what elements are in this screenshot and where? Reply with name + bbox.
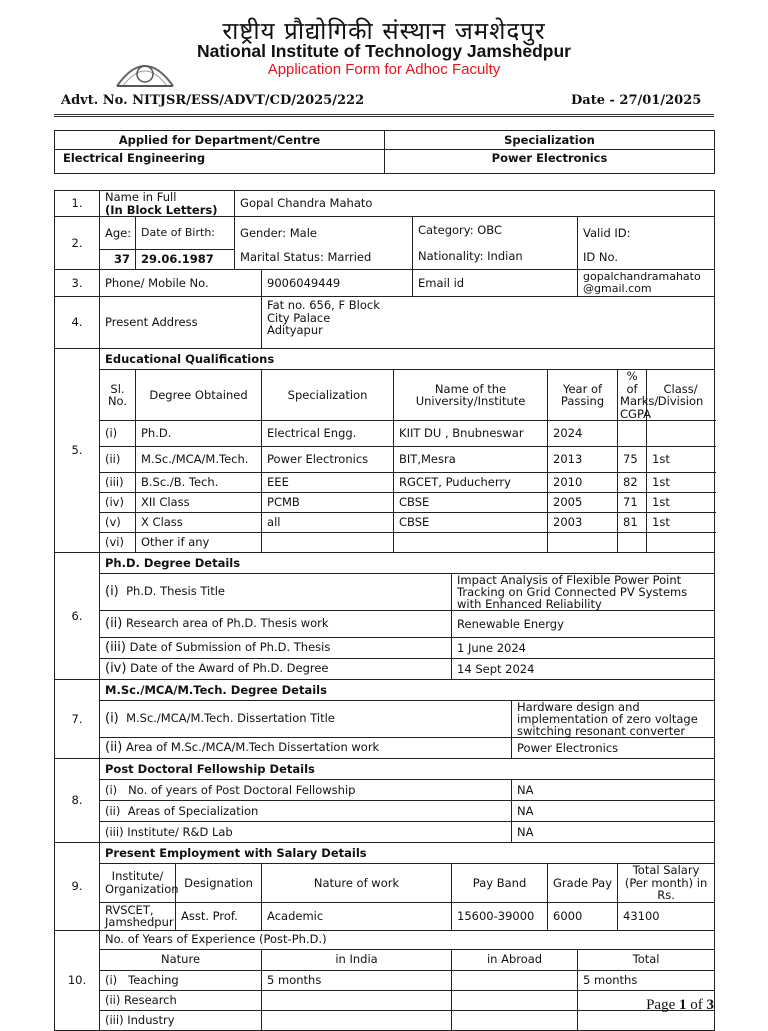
edu-year bbox=[548, 533, 618, 553]
edu-spec: all bbox=[262, 513, 394, 533]
edu-univ: RGCET, Puducherry bbox=[394, 473, 548, 493]
mtech-dissertation-title-value: Hardware design and implementation of zero voltage switching resonant converter bbox=[512, 701, 715, 738]
edu-marks bbox=[618, 421, 647, 447]
mtech-dissertation-title-label: (i) M.Sc./MCA/M.Tech. Dissertation Title bbox=[100, 701, 512, 738]
department-table bbox=[54, 130, 715, 174]
edu-degree: XII Class bbox=[136, 493, 262, 513]
edu-class: 1st bbox=[647, 447, 715, 473]
s8-number: 8. bbox=[55, 759, 100, 843]
edu-h-year: Year of Passing bbox=[548, 370, 618, 421]
application-form-table bbox=[54, 190, 715, 1031]
edu-class bbox=[647, 533, 715, 553]
emp-grade: 6000 bbox=[548, 902, 618, 930]
phd-award-value: 14 Sept 2024 bbox=[452, 659, 715, 680]
s6-title: Ph.D. Degree Details bbox=[100, 553, 715, 574]
edu-class: 1st bbox=[647, 473, 715, 493]
exp-india: 5 months bbox=[262, 970, 452, 990]
hindi-institute-title: राष्ट्रीय प्रौद्योगिकी संस्थान जमशेदपुर bbox=[222, 17, 546, 45]
exp-abroad bbox=[452, 990, 578, 1010]
emp-h-nature: Nature of work bbox=[262, 864, 452, 903]
exp-india bbox=[262, 990, 452, 1010]
exp-h-nature: Nature bbox=[100, 949, 262, 970]
edu-degree: B.Sc./B. Tech. bbox=[136, 473, 262, 493]
edu-marks: 71 bbox=[618, 493, 647, 513]
edu-sl: (iv) bbox=[100, 493, 136, 513]
exp-h-india: in India bbox=[262, 949, 452, 970]
edu-spec: PCMB bbox=[262, 493, 394, 513]
exp-total: 5 months bbox=[578, 970, 715, 990]
exp-row bbox=[55, 970, 715, 990]
edu-h-sl: Sl. No. bbox=[100, 370, 136, 421]
edu-row bbox=[55, 513, 715, 533]
s3-number: 3. bbox=[55, 270, 100, 297]
edu-year: 2024 bbox=[548, 421, 618, 447]
dept-header: Applied for Department/Centre bbox=[55, 131, 385, 150]
s7-title: M.Sc./MCA/M.Tech. Degree Details bbox=[100, 680, 715, 701]
exp-nature: (i) Teaching bbox=[100, 970, 262, 990]
age-label: Age: bbox=[100, 217, 136, 250]
pdf-spec-label: (ii) Areas of Specialization bbox=[100, 801, 512, 822]
emp-h-payband: Pay Band bbox=[452, 864, 548, 903]
emp-h-total: Total Salary (Per month) in Rs. bbox=[618, 864, 715, 903]
emp-inst: RVSCET, Jamshedpur bbox=[100, 902, 176, 930]
spec-header: Specialization bbox=[385, 131, 715, 150]
emp-h-grade: Grade Pay bbox=[548, 864, 618, 903]
email-label: Email id bbox=[413, 270, 578, 297]
header-divider bbox=[54, 114, 714, 117]
edu-marks: 82 bbox=[618, 473, 647, 493]
name-label: Name in Full (In Block Letters) bbox=[100, 191, 235, 217]
edu-year: 2013 bbox=[548, 447, 618, 473]
exp-h-abroad: in Abroad bbox=[452, 949, 578, 970]
edu-row bbox=[55, 447, 715, 473]
exp-row bbox=[55, 1010, 715, 1030]
dob-value: 29.06.1987 bbox=[136, 249, 235, 269]
edu-degree: Other if any bbox=[136, 533, 262, 553]
edu-sl: (vi) bbox=[100, 533, 136, 553]
s5-number: 5. bbox=[55, 349, 100, 553]
s2-number: 2. bbox=[55, 217, 100, 270]
edu-sl: (i) bbox=[100, 421, 136, 447]
phone-label: Phone/ Mobile No. bbox=[100, 270, 262, 297]
edu-spec bbox=[262, 533, 394, 553]
edu-h-degree: Degree Obtained bbox=[136, 370, 262, 421]
edu-spec: EEE bbox=[262, 473, 394, 493]
edu-univ: BIT,Mesra bbox=[394, 447, 548, 473]
category-nationality: Category: OBC Nationality: Indian bbox=[413, 217, 578, 270]
edu-sl: (v) bbox=[100, 513, 136, 533]
edu-degree: X Class bbox=[136, 513, 262, 533]
edu-spec: Electrical Engg. bbox=[262, 421, 394, 447]
phd-research-area-label: (ii) Research area of Ph.D. Thesis work bbox=[100, 611, 452, 638]
advt-number: Advt. No. NITJSR/ESS/ADVT/CD/2025/222 bbox=[61, 93, 365, 108]
edu-sl: (iii) bbox=[100, 473, 136, 493]
edu-marks: 81 bbox=[618, 513, 647, 533]
edu-sl: (ii) bbox=[100, 447, 136, 473]
s9-number: 9. bbox=[55, 843, 100, 931]
edu-row bbox=[55, 493, 715, 513]
edu-marks bbox=[618, 533, 647, 553]
s1-number: 1. bbox=[55, 191, 100, 217]
s9-title: Present Employment with Salary Details bbox=[100, 843, 715, 864]
edu-row bbox=[55, 533, 715, 553]
dob-label: Date of Birth: bbox=[136, 217, 235, 250]
edu-spec: Power Electronics bbox=[262, 447, 394, 473]
phone-value: 9006049449 bbox=[262, 270, 413, 297]
emp-h-desig: Designation bbox=[176, 864, 262, 903]
exp-abroad bbox=[452, 1010, 578, 1030]
pdf-years-value: NA bbox=[512, 780, 715, 801]
phd-award-label: (iv) Date of the Award of Ph.D. Degree bbox=[100, 659, 452, 680]
edu-row bbox=[55, 473, 715, 493]
emp-desig: Asst. Prof. bbox=[176, 902, 262, 930]
edu-h-univ: Name of the University/Institute bbox=[394, 370, 548, 421]
edu-univ: KIIT DU , Bnubneswar bbox=[394, 421, 548, 447]
phd-submission-label: (iii) Date of Submission of Ph.D. Thesis bbox=[100, 638, 452, 659]
edu-year: 2005 bbox=[548, 493, 618, 513]
page-number: Page 1 of 3 bbox=[646, 997, 714, 1013]
address-label: Present Address bbox=[100, 297, 262, 349]
edu-univ bbox=[394, 533, 548, 553]
emp-nature: Academic bbox=[262, 902, 452, 930]
s8-title: Post Doctoral Fellowship Details bbox=[100, 759, 715, 780]
spec-value: Power Electronics bbox=[385, 150, 715, 174]
advt-date: Date - 27/01/2025 bbox=[571, 93, 702, 108]
exp-row bbox=[55, 990, 715, 1010]
phd-research-area-value: Renewable Energy bbox=[452, 611, 715, 638]
pdf-spec-value: NA bbox=[512, 801, 715, 822]
full-name-value: Gopal Chandra Mahato bbox=[235, 191, 715, 217]
exp-nature: (ii) Research bbox=[100, 990, 262, 1010]
pdf-years-label: (i) No. of years of Post Doctoral Fellowship bbox=[100, 780, 512, 801]
age-value: 37 bbox=[100, 249, 136, 269]
edu-year: 2010 bbox=[548, 473, 618, 493]
exp-india bbox=[262, 1010, 452, 1030]
phd-thesis-title-label: (i) Ph.D. Thesis Title bbox=[100, 574, 452, 611]
edu-degree: M.Sc./MCA/M.Tech. bbox=[136, 447, 262, 473]
dept-value: Electrical Engineering bbox=[55, 150, 385, 174]
s10-number: 10. bbox=[55, 930, 100, 1030]
institute-name: National Institute of Technology Jamshedpur bbox=[196, 41, 571, 61]
edu-class: 1st bbox=[647, 493, 715, 513]
phd-submission-value: 1 June 2024 bbox=[452, 638, 715, 659]
s4-number: 4. bbox=[55, 297, 100, 349]
edu-class bbox=[647, 421, 715, 447]
address-value: Fat no. 656, F Block City Palace Adityapur bbox=[262, 297, 715, 349]
s10-title: No. of Years of Experience (Post-Ph.D.) bbox=[100, 930, 715, 949]
edu-year: 2003 bbox=[548, 513, 618, 533]
edu-marks: 75 bbox=[618, 447, 647, 473]
exp-nature: (iii) Industry bbox=[100, 1010, 262, 1030]
edu-h-class: Class/ Division bbox=[647, 370, 715, 421]
edu-row bbox=[55, 421, 715, 447]
exp-h-total: Total bbox=[578, 949, 715, 970]
emp-h-inst: Institute/ Organization bbox=[100, 864, 176, 903]
valid-id: Valid ID: ID No. bbox=[578, 217, 715, 270]
mtech-area-value: Power Electronics bbox=[512, 738, 715, 759]
edu-univ: CBSE bbox=[394, 493, 548, 513]
edu-class: 1st bbox=[647, 513, 715, 533]
edu-univ: CBSE bbox=[394, 513, 548, 533]
emp-payband: 15600-39000 bbox=[452, 902, 548, 930]
email-value: gopalchandramahato@gmail.com bbox=[578, 270, 715, 297]
pdf-lab-label: (iii) Institute/ R&D Lab bbox=[100, 822, 512, 843]
edu-h-marks: % of Marks/ CGPA bbox=[618, 370, 647, 421]
exp-abroad bbox=[452, 970, 578, 990]
s5-title: Educational Qualifications bbox=[100, 349, 715, 370]
form-title: Application Form for Adhoc Faculty bbox=[267, 61, 501, 78]
edu-h-spec: Specialization bbox=[262, 370, 394, 421]
s6-number: 6. bbox=[55, 553, 100, 680]
phd-thesis-title-value: Impact Analysis of Flexible Power Point Tracking on Grid Connected PV Systems with Enhanced Reliability bbox=[452, 574, 715, 611]
edu-degree: Ph.D. bbox=[136, 421, 262, 447]
gender-marital: Gender: Male Marital Status: Married bbox=[235, 217, 413, 270]
emp-total: 43100 bbox=[618, 902, 715, 930]
s7-number: 7. bbox=[55, 680, 100, 759]
mtech-area-label: (ii) Area of M.Sc./MCA/M.Tech Dissertation work bbox=[100, 738, 512, 759]
pdf-lab-value: NA bbox=[512, 822, 715, 843]
